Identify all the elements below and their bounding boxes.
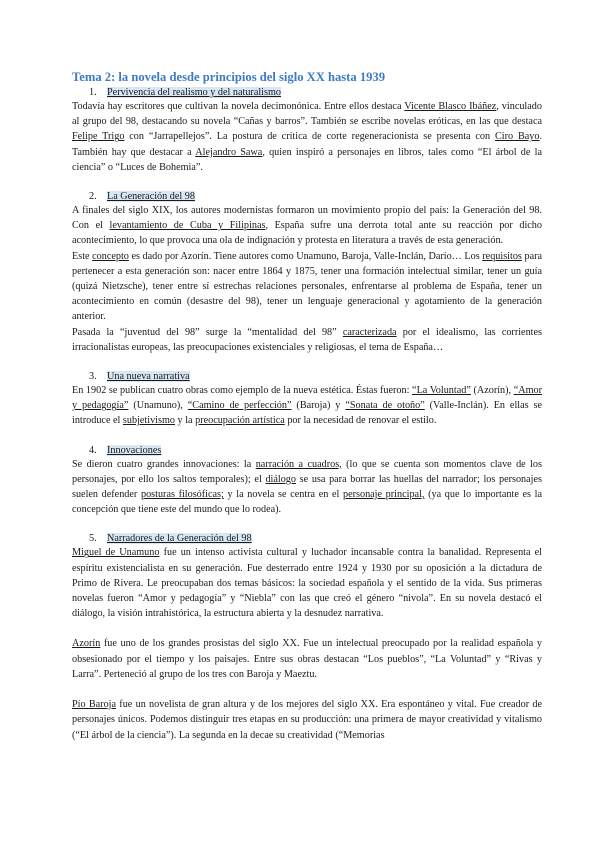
section-heading-5: 5. Narradores de la Generación del 98 xyxy=(89,533,252,545)
paragraph: Azorín fue uno de los grandes prosistas del siglo XX. Fue un intelectual preocupado por la realidad española y obsesionado por el tiempo y los paisajes. Entre sus obras destacan “Los pueblos”, “La Voluntad” y “Rivas y Larra”. Perteneció al grupo de los tres con Baroja y Maeztu. xyxy=(72,638,542,680)
paragraph: Este concepto es dado por Azorín. Tiene autores como Unamuno, Baroja, Valle-Inclán, Darío… Los requisitos para pertenecer a esta generación son: nacer entre 1864 y 1875, tener una formación intelectual similar, tener un guía (quizá Nietzsche), tener entre sí estrechas relaciones personales, enfrentarse al problema de España, tener un acontecimiento en común (desastre del 98), tener un lenguaje generacional y agotamiento de la generación anterior. xyxy=(72,250,542,323)
section-heading-4: 4. Innovaciones xyxy=(89,444,162,456)
section-heading-2: 2. La Generación del 98 xyxy=(89,191,195,203)
section-heading-text: Innovaciones xyxy=(107,444,162,456)
section-heading-1: 1. Pervivencia del realismo y del naturalismo xyxy=(89,87,281,98)
paragraph: Pasada la “juventud del 98” surge la “mentalidad del 98” caracterizada por el idealismo, las corrientes irracionalistas europeas, las preocupaciones existenciales y religiosas, el tema de España… xyxy=(72,326,542,353)
section-heading-3: 3. Una nueva narrativa xyxy=(89,371,190,383)
paragraph: A finales del siglo XIX, los autores modernistas formaron un movimiento propio del país: la Generación del 98. Con el levantamiento de Cuba y Filipinas, España sufre una derrota total ante su reacción por dicho acontecimiento, lo que provoca una ola de indignación y protesta en literatura a través de esta generación. xyxy=(72,205,542,247)
paragraph: Miguel de Unamuno fue un intenso activista cultural y luchador incansable contra la banalidad. Representa el espíritu existencialista en su generación. Fue desterrado entre 1924 y 1930 por su oposición a la dictadura de Primo de Rivera. Le preocupaban dos temas básicos: la sociedad española y el sentido de la vida. Sus primeras novelas fueron “Amor y pedagogía” y “Niebla” con las que creó el género “nivola”. En su novela destacó el diálogo, la visión intrahistórica, la estructura abierta y la desnudez narrativa. xyxy=(72,547,542,620)
document-title: Tema 2: la novela desde principios del siglo XX hasta 1939 xyxy=(72,70,386,84)
paragraph: Se dieron cuatro grandes innovaciones: la narración a cuadros, (lo que se cuenta son momentos clave de los personajes, por ello los saltos temporales); el diálogo se usa para borrar las huellas del narrador; los personajes suelen defender posturas filosóficas; y la novela se centra en el personaje principal, (ya que lo importante es la concepción que tiene este del mundo que lo rodea). xyxy=(72,458,542,516)
paragraph: Pío Baroja fue un novelista de gran altura y de los mejores del siglo XX. Era espontáneo y vital. Fue creador de personajes únicos. Podemos distinguir tres etapas en su producción: una primera de mayor creatividad y vitalismo (“El árbol de la ciencia”). La segunda en la decae su creatividad (“Memorias xyxy=(72,699,542,741)
paragraph: En 1902 se publican cuatro obras como ejemplo de la nueva estética. Éstas fueron: “La Voluntad” (Azorín), “Amor y pedagogía” (Unamuno), “Camino de perfección” (Baroja) y “Sonata de otoño” (Valle-Inclán). En ellas se introduce el subjetivismo y la preocupación artística por la necesidad de renovar el estilo. xyxy=(72,385,543,427)
section-heading-text: La Generación del 98 xyxy=(107,191,195,203)
section-heading-text: Pervivencia del realismo y del naturalismo xyxy=(107,87,281,98)
section-heading-text: Una nueva narrativa xyxy=(107,371,190,383)
paragraph: Todavía hay escritores que cultivan la novela decimonónica. Entre ellos destaca Vicente Blasco Ibáñez, vinculado al grupo del 98, destacando su novela “Cañas y barros”. También se escribe novelas eróticas, en las que destaca Felipe Trigo con “Jarrapellejos”. La postura de crítica de corte regeneracionista se presenta con Ciro Bayo. También hay que destacar a Alejandro Sawa, quien inspiró a personajes en libros, tales como “El árbol de la ciencia” o “Luces de Bohemia”. xyxy=(72,101,543,173)
section-heading-text: Narradores de la Generación del 98 xyxy=(107,533,252,545)
